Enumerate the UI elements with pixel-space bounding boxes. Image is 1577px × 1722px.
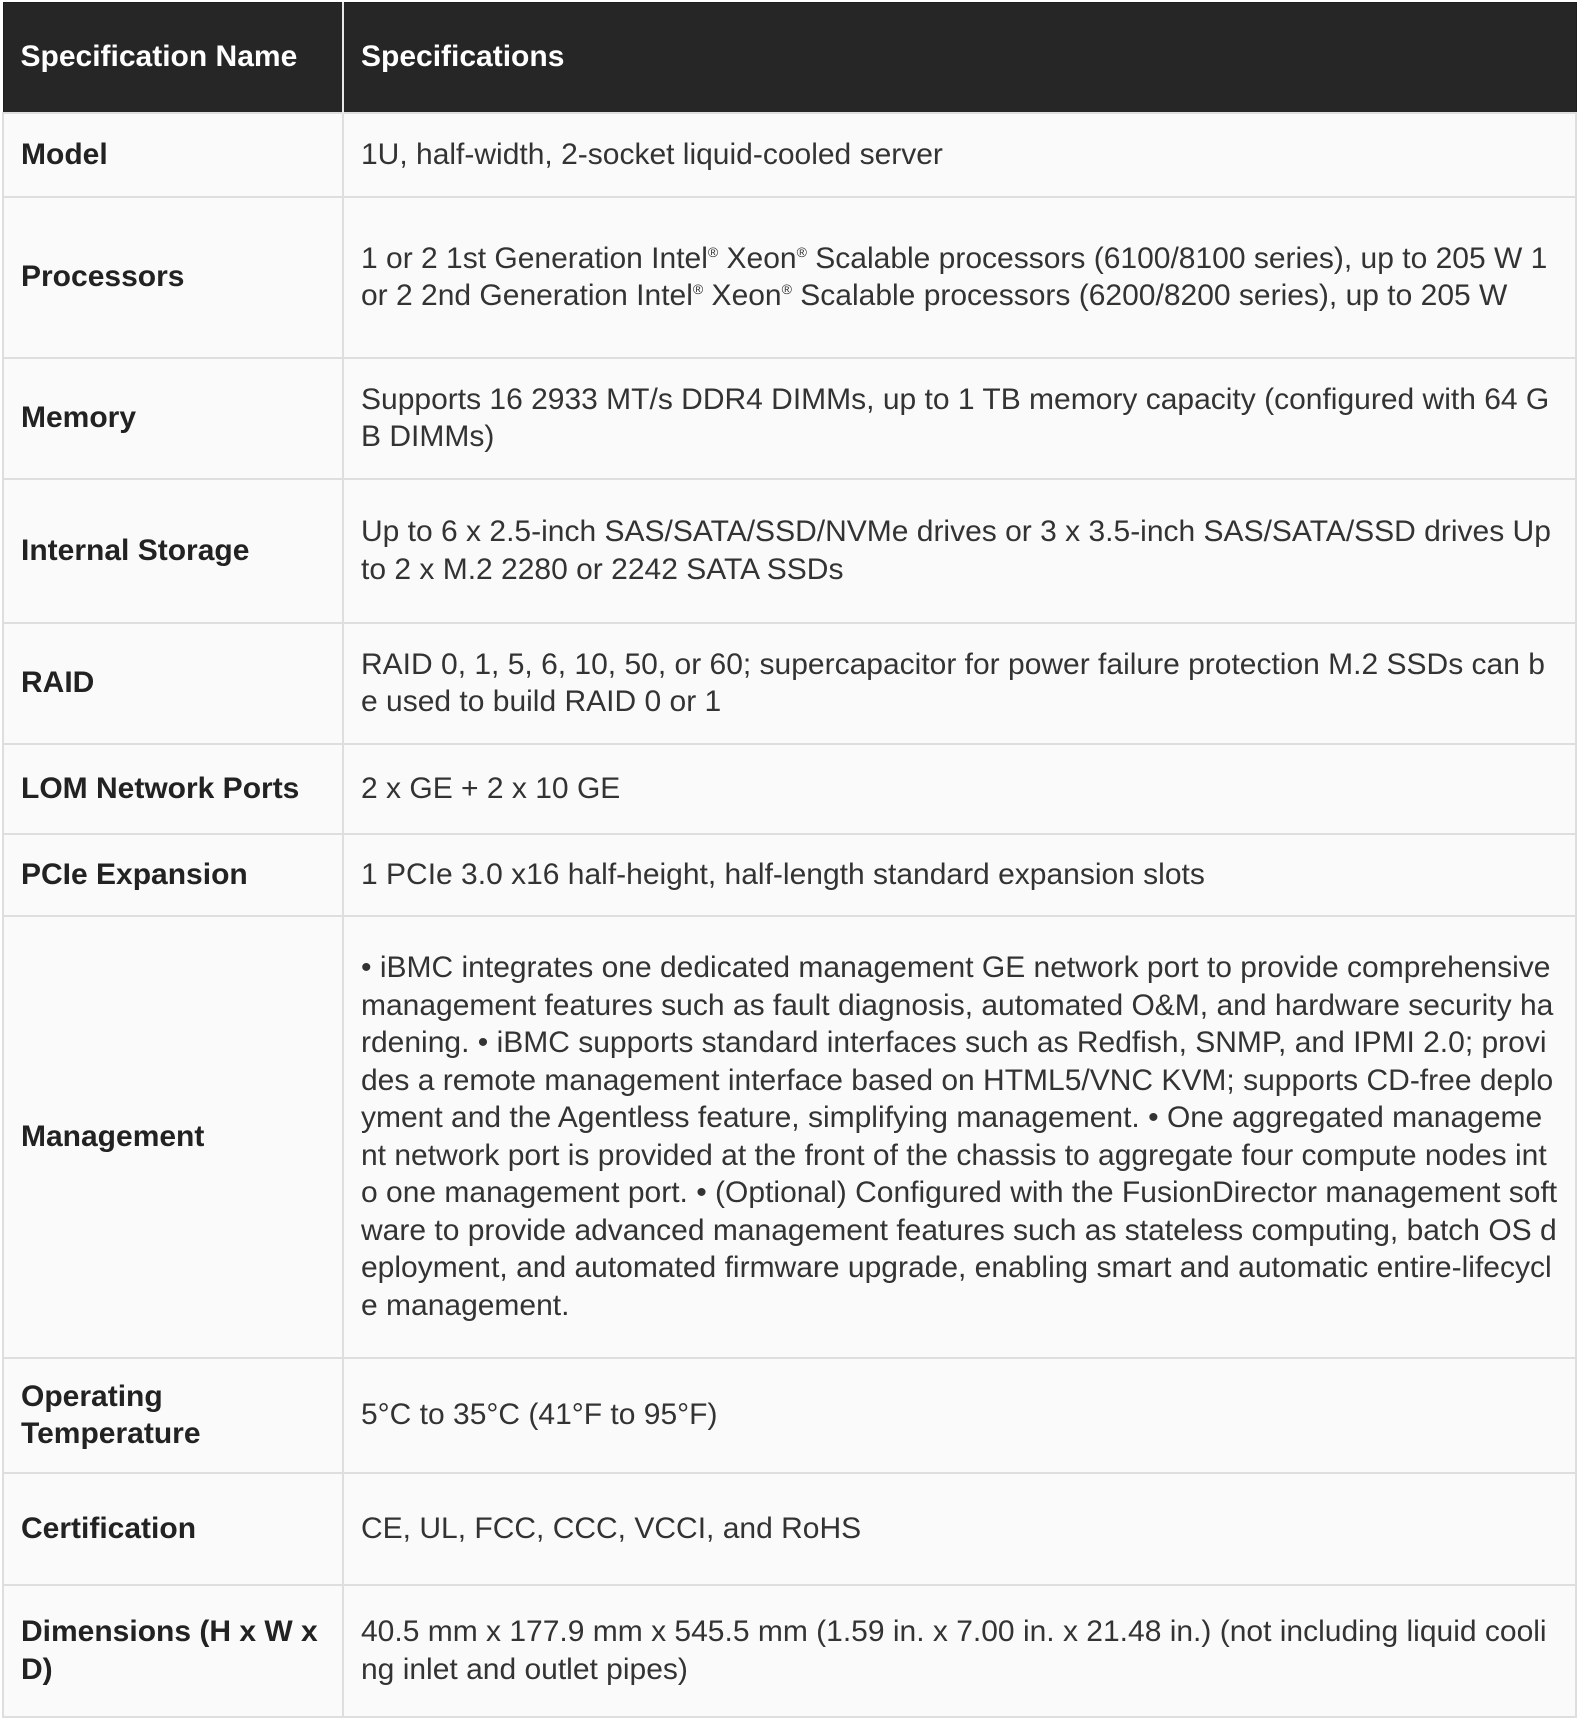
spec-name-certification: Certification: [3, 1473, 343, 1585]
spec-value-certification: CE, UL, FCC, CCC, VCCI, and RoHS: [343, 1473, 1576, 1585]
table-row-certification: [3, 1473, 1576, 1585]
registered-mark: ®: [781, 281, 792, 297]
table-row-internal-storage: [3, 479, 1576, 623]
spec-value-internal-storage: Up to 6 x 2.5-inch SAS/SATA/SSD/NVMe drives or 3 x 3.5-inch SAS/SATA/SSD drives Up to 2 x M.2 2280 or 2242 SATA SSDs: [343, 479, 1576, 623]
registered-mark: ®: [796, 243, 807, 260]
header-specification-name: Specification Name: [3, 3, 343, 113]
table-row-lom-network-ports: [3, 744, 1576, 834]
spec-name-lom-network-ports: LOM Network Ports: [3, 744, 343, 834]
table-row-operating-temperature: [3, 1358, 1576, 1473]
spec-name-operating-temperature: Operating Temperature: [3, 1358, 343, 1473]
table-row-raid: [3, 623, 1576, 744]
processors-text-1: 1 or 2 1st Generation Intel: [361, 241, 708, 275]
header-specifications: Specifications: [343, 3, 1576, 113]
table-row-processors: [3, 197, 1576, 358]
spec-value-raid: RAID 0, 1, 5, 6, 10, 50, or 60; supercapacitor for power failure protection M.2 SSDs can be used to build RAID 0 or 1: [343, 623, 1576, 744]
table-row-model: [3, 113, 1576, 197]
spec-name-processors: Processors: [3, 197, 343, 358]
processors-text-2: Xeon: [718, 241, 797, 275]
spec-value-dimensions: 40.5 mm x 177.9 mm x 545.5 mm (1.59 in. x 7.00 in. x 21.48 in.) (not including liquid cooling inlet and outlet pipes): [343, 1585, 1576, 1717]
spec-name-dimensions: Dimensions (H x W x D): [3, 1585, 343, 1717]
spec-value-model: 1U, half-width, 2-socket liquid-cooled server: [343, 113, 1576, 197]
spec-value-memory: Supports 16 2933 MT/s DDR4 DIMMs, up to 1 TB memory capacity (configured with 64 GB DIMMs): [343, 358, 1576, 479]
spec-value-processors: [343, 197, 1576, 358]
registered-mark: ®: [707, 243, 719, 260]
header-row: [3, 3, 1576, 113]
spec-name-model: Model: [3, 113, 343, 197]
spec-name-pcie-expansion: PCIe Expansion: [3, 834, 343, 916]
spec-value-management: • iBMC integrates one dedicated management GE network port to provide comprehensive management features such as fault diagnosis, automated O&M, and hardware security hardening. • iBMC supports standard interfaces such as Redfish, SNMP, and IPMI 2.0; provides a remote management interface based on HTML5/VNC KVM; supports CD-free deployment and the Agentless feature, simplifying management. • One aggregated management network port is provided at the front of the chassis to aggregate four compute nodes into one management port. • (Optional) Configured with the FusionDirector management software to provide advanced management features such as stateless computing, batch OS deployment, and automated firmware upgrade, enabling smart and automatic entire-lifecycle management.: [343, 916, 1576, 1358]
spec-value-operating-temperature: 5°C to 35°C (41°F to 95°F): [343, 1358, 1576, 1473]
processors-text-4: Xeon: [703, 279, 782, 312]
registered-mark: ®: [692, 281, 704, 297]
table-header: [3, 3, 1576, 113]
spec-name-management: Management: [3, 916, 343, 1358]
specification-table: [2, 2, 1577, 1718]
table-row-management: [3, 916, 1576, 1358]
processors-text-5: Scalable processors (6200/8200 series), up to 205 W: [791, 279, 1508, 312]
spec-value-pcie-expansion: 1 PCIe 3.0 x16 half-height, half-length standard expansion slots: [343, 834, 1576, 916]
processors-text-3: Scalable processors (6100/8100 series), up to 205 W 1 or 2 2nd Generation Intel: [361, 241, 1548, 312]
table-body: [3, 113, 1576, 1717]
table-row-memory: [3, 358, 1576, 479]
spec-value-lom-network-ports: 2 x GE + 2 x 10 GE: [343, 744, 1576, 834]
spec-name-memory: Memory: [3, 358, 343, 479]
spec-name-internal-storage: Internal Storage: [3, 479, 343, 623]
table-row-pcie-expansion: [3, 834, 1576, 916]
spec-name-raid: RAID: [3, 623, 343, 744]
table-row-dimensions: [3, 1585, 1576, 1717]
